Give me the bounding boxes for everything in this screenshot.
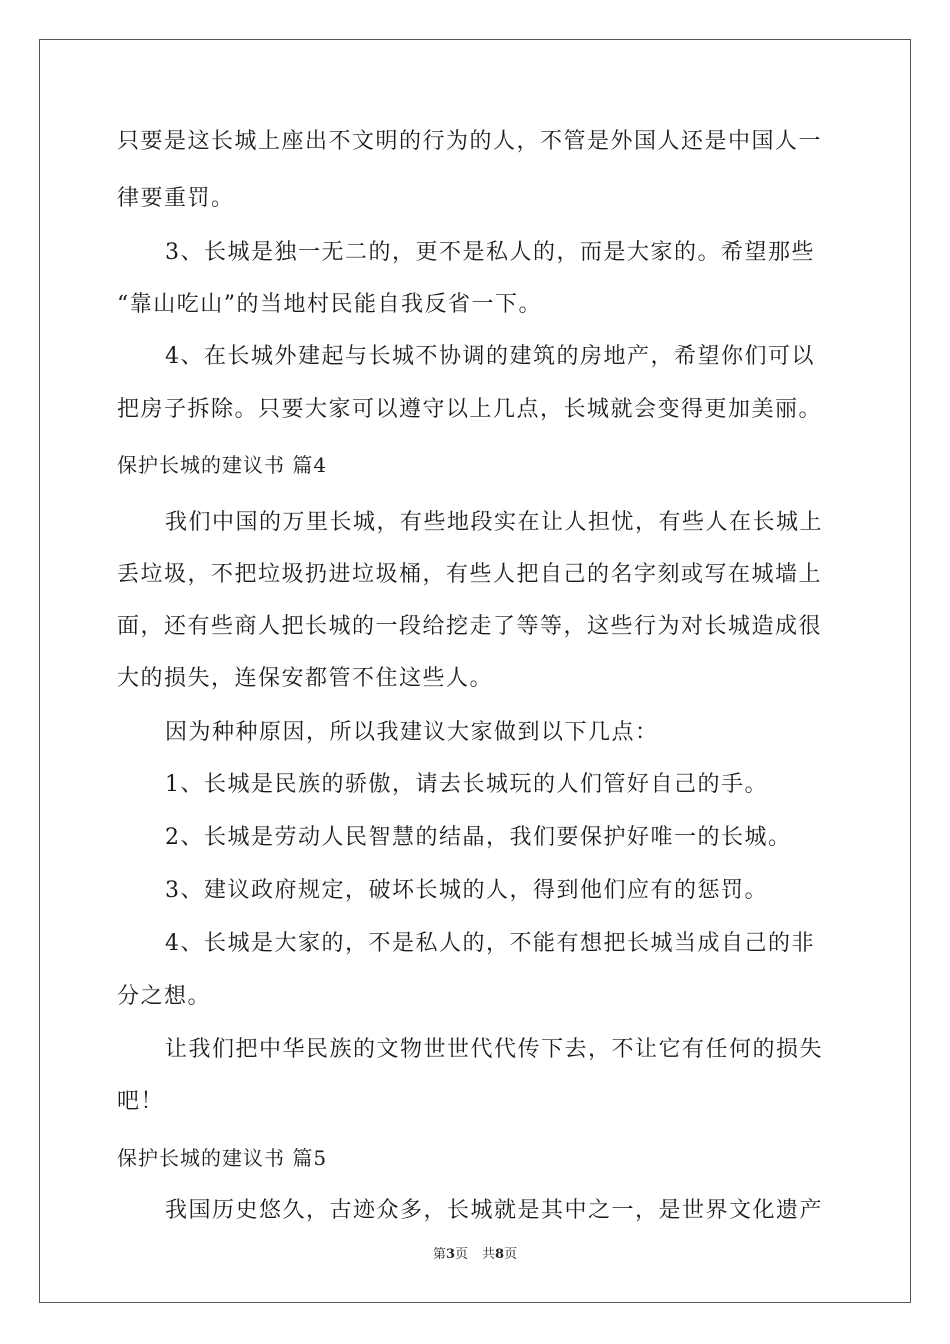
footer-total-suffix: 页 [504, 1247, 518, 1262]
paragraph-line: 让我们把中华民族的文物世世代代传下去，不让它有任何的损失 [165, 1037, 824, 1062]
footer-page-suffix: 页 [454, 1247, 468, 1262]
paragraph-line: 我国历史悠久，古迹众多，长城就是其中之一，是世界文化遗产 [165, 1198, 824, 1223]
section-heading: 保护长城的建议书 篇4 [117, 453, 328, 477]
paragraph-line: 因为种种原因，所以我建议大家做到以下几点： [165, 720, 659, 745]
footer-total-prefix: 共 [482, 1247, 496, 1262]
paragraph-line: 吧！ [117, 1089, 165, 1114]
paragraph-line: 分之想。 [117, 984, 212, 1009]
paragraph-line: 只要是这长城上座出不文明的行为的人，不管是外国人还是中国人一 [117, 129, 823, 154]
paragraph-line: “靠山吃山”的当地村民能自我反省一下。 [117, 292, 542, 317]
paragraph-line: 4、长城是大家的，不是私人的，不能有想把长城当成自己的非 [165, 931, 815, 956]
page-footer [0, 1246, 950, 1264]
paragraph-line: 把房子拆除。只要大家可以遵守以上几点，长城就会变得更加美丽。 [117, 397, 823, 422]
paragraph-line: 1、长城是民族的骄傲，请去长城玩的人们管好自己的手。 [165, 772, 768, 797]
paragraph-line: 丢垃圾，不把垃圾扔进垃圾桶，有些人把自己的名字刻或写在城墙上 [117, 562, 823, 587]
paragraph-line: 律要重罚。 [117, 186, 235, 211]
paragraph-line: 3、长城是独一无二的，更不是私人的，而是大家的。希望那些 [165, 240, 815, 265]
paragraph-line: 面，还有些商人把长城的一段给挖走了等等，这些行为对长城造成很 [117, 614, 823, 639]
footer-page-current: 3 [445, 1247, 455, 1262]
footer-page-prefix: 第 [432, 1247, 446, 1262]
paragraph-line: 3、建议政府规定，破坏长城的人，得到他们应有的惩罚。 [165, 878, 768, 903]
paragraph-line: 4、在长城外建起与长城不协调的建筑的房地产，希望你们可以 [165, 344, 815, 369]
footer-page-total: 8 [495, 1247, 505, 1262]
paragraph-line: 我们中国的万里长城，有些地段实在让人担忧，有些人在长城上 [165, 510, 824, 535]
paragraph-line: 2、长城是劳动人民智慧的结晶，我们要保护好唯一的长城。 [165, 825, 792, 850]
paragraph-line: 大的损失，连保安都管不住这些人。 [117, 666, 494, 691]
section-heading: 保护长城的建议书 篇5 [117, 1146, 328, 1170]
